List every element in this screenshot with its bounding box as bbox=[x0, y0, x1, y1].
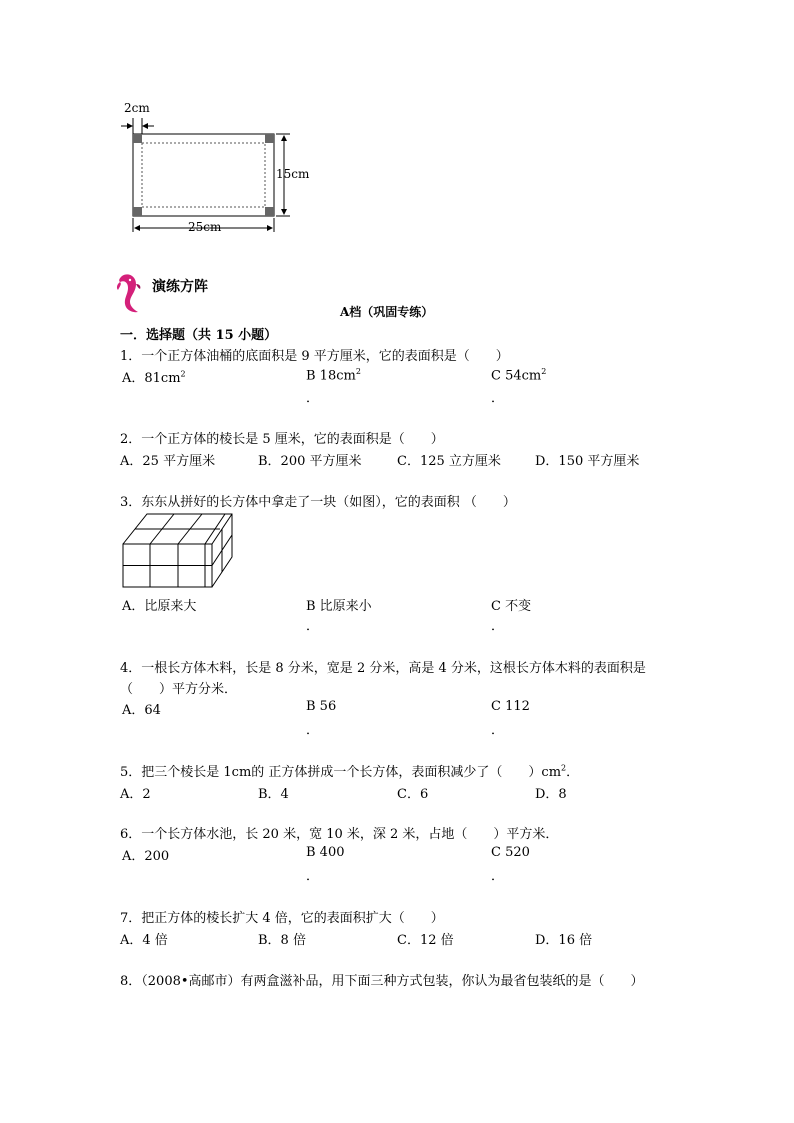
q5-option-d: D．8 bbox=[535, 787, 567, 802]
question-2: 2．一个正方体的棱长是 5 厘米，它的表面积是（ ） bbox=[120, 432, 444, 447]
q1-option-a bbox=[122, 367, 186, 386]
q1-dot-c: ． bbox=[491, 391, 505, 406]
q1-option-b bbox=[306, 367, 361, 383]
q6-option-c: C 520 bbox=[491, 845, 530, 860]
label-25cm: 25cm bbox=[188, 220, 222, 234]
q5-option-b: B．4 bbox=[258, 787, 289, 802]
question-8: 8．（2008•高邮市）有两盒滋补品，用下面三种方式包装，你认为最省包装纸的是（ ） bbox=[120, 974, 644, 989]
q7-option-a: A．4 倍 bbox=[120, 933, 168, 948]
cuboid-figure bbox=[120, 512, 236, 590]
q1-option-b-text: B 18cm bbox=[306, 368, 356, 384]
question-5-tail: ． bbox=[566, 765, 580, 780]
q6-option-a: A．200 bbox=[122, 849, 170, 864]
q6-dot-c: ． bbox=[491, 869, 505, 884]
question-1 bbox=[120, 345, 509, 364]
question-4: 4．一根长方体木料，长是 8 分米，宽是 2 分米，高是 4 分米，这根长方体木料的表面积是 bbox=[120, 661, 646, 676]
label-15cm: 15cm bbox=[276, 167, 310, 181]
section-heading: 演练方阵 bbox=[152, 279, 208, 295]
q2-option-b: B．200 平方厘米 bbox=[258, 454, 362, 469]
question-1-text: 1．一个正方体油桶的底面积是 9 平方厘米，它的表面积是（ ） bbox=[120, 349, 509, 364]
question-5 bbox=[120, 761, 579, 780]
q7-option-b: B．8 倍 bbox=[258, 933, 306, 948]
q1-option-c-sup: 2 bbox=[541, 367, 547, 376]
q1-option-a-text: A．81cm bbox=[122, 371, 181, 386]
q1-dot-b: ． bbox=[306, 391, 320, 406]
q1-option-b-sup: 2 bbox=[355, 367, 361, 376]
question-6: 6．一个长方体水池，长 20 米，宽 10 米，深 2 米，占地（ ）平方米． bbox=[120, 827, 559, 842]
q3-option-a: A．比原来大 bbox=[122, 599, 197, 614]
cuboid-drawing bbox=[120, 512, 236, 590]
q5-option-c: C．6 bbox=[397, 787, 429, 802]
section-subtitle: A档（巩固专练） bbox=[340, 305, 434, 319]
q7-option-c: C．12 倍 bbox=[397, 933, 454, 948]
question-7: 7．把正方体的棱长扩大 4 倍，它的表面积扩大（ ） bbox=[120, 911, 444, 926]
question-3: 3．东东从拼好的长方体中拿走了一块（如图），它的表面积 （ ） bbox=[120, 495, 516, 510]
q4-option-b: B 56 bbox=[306, 699, 337, 714]
q2-option-d: D．150 平方厘米 bbox=[535, 454, 640, 469]
q6-dot-b: ． bbox=[306, 869, 320, 884]
q3-option-c: C 不变 bbox=[491, 599, 532, 614]
q3-dot-b: ． bbox=[306, 619, 320, 634]
question-4-line2: （ ）平方分米． bbox=[120, 682, 238, 697]
q4-option-a: A．64 bbox=[122, 703, 161, 718]
q3-dot-c: ． bbox=[491, 619, 505, 634]
q5-option-a: A．2 bbox=[120, 787, 151, 802]
q1-option-c-text: C 54cm bbox=[491, 368, 542, 384]
q4-dot-c: ． bbox=[491, 723, 505, 738]
q1-option-a-sup: 2 bbox=[180, 369, 186, 379]
q4-option-c: C 112 bbox=[491, 699, 530, 714]
label-2cm: 2cm bbox=[124, 101, 150, 115]
dolphin-icon bbox=[114, 272, 142, 314]
question-5-sup: 2 bbox=[561, 763, 567, 773]
q3-option-b: B 比原来小 bbox=[306, 599, 372, 614]
q2-option-c: C．125 立方厘米 bbox=[397, 454, 501, 469]
q6-option-b: B 400 bbox=[306, 845, 345, 860]
q4-dot-b: ． bbox=[306, 723, 320, 738]
q7-option-d: D．16 倍 bbox=[535, 933, 593, 948]
q1-option-c bbox=[491, 367, 546, 383]
question-5-text: 5．把三个棱长是 1cm的 正方体拼成一个长方体，表面积减少了（ ）cm bbox=[120, 765, 562, 780]
part-title: 一．选择题（共 15 小题） bbox=[120, 328, 278, 343]
q2-option-a: A．25 平方厘米 bbox=[120, 454, 216, 469]
